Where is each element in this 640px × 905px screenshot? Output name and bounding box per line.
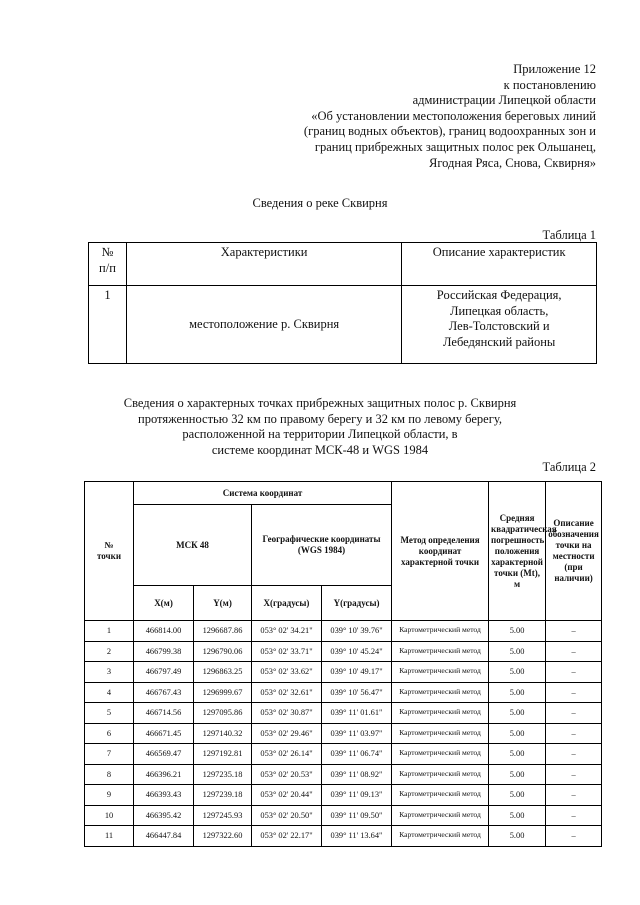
header-x-m: X(м) — [134, 586, 194, 621]
cell-method: Картометрический метод — [392, 785, 489, 806]
section-title-line: системе координат МСК-48 и WGS 1984 — [211, 442, 429, 457]
cell-error: 5.00 — [489, 723, 546, 744]
cell-x-deg: 053° 02' 34.21" — [252, 621, 322, 642]
cell-error: 5.00 — [489, 662, 546, 683]
cell-description: – — [546, 785, 602, 806]
section-title-line: Сведения о характерных точках прибрежных защитных полос р. Сквирня — [123, 396, 517, 410]
cell-y-m: 1297095.86 — [194, 703, 252, 724]
table-row — [85, 764, 602, 785]
cell-method: Картометрический метод — [392, 805, 489, 826]
section-title-line: протяженностью 32 км по правому берегу и 32 км по левому берегу, — [138, 411, 502, 426]
cell-description: – — [546, 826, 602, 847]
cell-method: Картометрический метод — [392, 621, 489, 642]
cell-point-num: 5 — [85, 703, 134, 724]
cell-y-m: 1296863.25 — [194, 662, 252, 683]
cell-method: Картометрический метод — [392, 826, 489, 847]
cell-y-m: 1297245.93 — [194, 805, 252, 826]
cell-y-m: 1297239.18 — [194, 785, 252, 806]
table1-label: Таблица 1 — [542, 228, 596, 242]
header-geo-coords: Географические координаты (WGS 1984) — [252, 505, 392, 586]
cell-y-deg: 039° 11' 01.61" — [322, 703, 392, 724]
cell-y-deg: 039° 10' 56.47" — [322, 682, 392, 703]
cell-method: Картометрический метод — [392, 744, 489, 765]
cell-x-m: 466447.84 — [134, 826, 194, 847]
table-row — [85, 641, 602, 662]
table-row — [85, 662, 602, 683]
cell-error: 5.00 — [489, 641, 546, 662]
cell-x-m: 466396.21 — [134, 764, 194, 785]
cell-description: – — [546, 621, 602, 642]
cell-y-m: 1297235.18 — [194, 764, 252, 785]
cell-y-deg: 039° 11' 03.97" — [322, 723, 392, 744]
table-row — [85, 723, 602, 744]
header-line: (границ водных объектов), границ водоохранных зон и — [303, 124, 596, 139]
cell-x-m: 466569.47 — [134, 744, 194, 765]
header-point-num: № точки — [85, 482, 134, 621]
cell-description: – — [546, 723, 602, 744]
table-row — [85, 785, 602, 806]
table2-label: Таблица 2 — [542, 460, 596, 474]
cell-error: 5.00 — [489, 744, 546, 765]
cell-y-deg: 039° 10' 45.24" — [322, 641, 392, 662]
row-num: 1 — [89, 286, 127, 364]
cell-description: – — [546, 703, 602, 724]
cell-y-deg: 039° 11' 09.50" — [322, 805, 392, 826]
cell-method: Картометрический метод — [392, 703, 489, 724]
cell-point-num: 6 — [85, 723, 134, 744]
cell-method: Картометрический метод — [392, 662, 489, 683]
cell-x-deg: 053° 02' 20.44" — [252, 785, 322, 806]
table-row — [85, 703, 602, 724]
header-y-deg: Y(градусы) — [322, 586, 392, 621]
row-characteristic: местоположение р. Сквирня — [126, 286, 401, 364]
cell-point-num: 9 — [85, 785, 134, 806]
document-header — [216, 62, 596, 171]
cell-error: 5.00 — [489, 621, 546, 642]
cell-description: – — [546, 744, 602, 765]
cell-x-deg: 053° 02' 30.87" — [252, 703, 322, 724]
points-table-body — [85, 621, 602, 847]
cell-y-deg: 039° 11' 06.74" — [322, 744, 392, 765]
section-title-line: расположенной на территории Липецкой области, в — [182, 427, 458, 442]
table-row — [89, 286, 597, 364]
header-error: Средняя квадратическая погрешность положения характерной точки (Mt), м — [489, 482, 546, 621]
header-point-description: Описание обозначения точки на местности (при наличии) — [546, 482, 602, 621]
cell-method: Картометрический метод — [392, 641, 489, 662]
cell-x-m: 466799.38 — [134, 641, 194, 662]
cell-method: Картометрический метод — [392, 682, 489, 703]
row-description: Российская Федерация, Липецкая область, Лев-Толстовский и Лебедянский районы — [402, 286, 597, 364]
cell-y-m: 1297192.81 — [194, 744, 252, 765]
cell-x-m: 466395.42 — [134, 805, 194, 826]
cell-x-m: 466797.49 — [134, 662, 194, 683]
cell-x-m: 466767.43 — [134, 682, 194, 703]
cell-description: – — [546, 662, 602, 683]
cell-point-num: 1 — [85, 621, 134, 642]
header-description: Описание характеристик — [402, 243, 597, 286]
cell-point-num: 4 — [85, 682, 134, 703]
cell-y-deg: 039° 10' 39.76" — [322, 621, 392, 642]
cell-method: Картометрический метод — [392, 723, 489, 744]
cell-x-m: 466671.45 — [134, 723, 194, 744]
header-x-deg: X(градусы) — [252, 586, 322, 621]
cell-x-deg: 053° 02' 29.46" — [252, 723, 322, 744]
cell-description: – — [546, 805, 602, 826]
cell-error: 5.00 — [489, 826, 546, 847]
cell-x-deg: 053° 02' 20.53" — [252, 764, 322, 785]
cell-y-m: 1296687.86 — [194, 621, 252, 642]
cell-method: Картометрический метод — [392, 764, 489, 785]
header-num: № п/п — [89, 243, 127, 286]
table-row — [85, 826, 602, 847]
points-section-title — [0, 396, 640, 458]
cell-x-deg: 053° 02' 22.17" — [252, 826, 322, 847]
header-method: Метод определения координат характерной точки — [392, 482, 489, 621]
table-row — [85, 805, 602, 826]
cell-description: – — [546, 641, 602, 662]
cell-point-num: 7 — [85, 744, 134, 765]
cell-point-num: 11 — [85, 826, 134, 847]
cell-error: 5.00 — [489, 764, 546, 785]
header-characteristics: Характеристики — [126, 243, 401, 286]
header-line: «Об установлении местоположения береговых линий — [311, 108, 596, 123]
header-msk48: МСК 48 — [134, 505, 252, 586]
cell-error: 5.00 — [489, 805, 546, 826]
header-line: администрации Липецкой области — [412, 93, 596, 108]
cell-x-deg: 053° 02' 26.14" — [252, 744, 322, 765]
table-header-row — [89, 243, 597, 286]
cell-x-m: 466714.56 — [134, 703, 194, 724]
cell-error: 5.00 — [489, 682, 546, 703]
cell-error: 5.00 — [489, 703, 546, 724]
cell-error: 5.00 — [489, 785, 546, 806]
cell-y-m: 1296790.06 — [194, 641, 252, 662]
header-coordinate-system: Система координат — [134, 482, 392, 505]
cell-description: – — [546, 682, 602, 703]
table-row — [85, 682, 602, 703]
points-table — [84, 481, 602, 847]
table-header-row — [85, 482, 602, 505]
cell-y-deg: 039° 10' 49.17" — [322, 662, 392, 683]
cell-y-m: 1297322.60 — [194, 826, 252, 847]
cell-point-num: 3 — [85, 662, 134, 683]
header-line: границ прибрежных защитных полос рек Ольшанец, — [314, 139, 596, 154]
cell-description: – — [546, 764, 602, 785]
cell-x-deg: 053° 02' 20.50" — [252, 805, 322, 826]
header-line: Приложение 12 — [513, 62, 596, 76]
cell-x-m: 466814.00 — [134, 621, 194, 642]
cell-point-num: 2 — [85, 641, 134, 662]
header-line: к постановлению — [503, 77, 596, 92]
cell-x-deg: 053° 02' 32.61" — [252, 682, 322, 703]
river-title: Сведения о реке Сквирня — [252, 196, 388, 210]
cell-x-deg: 053° 02' 33.62" — [252, 662, 322, 683]
table-row — [85, 621, 602, 642]
cell-y-deg: 039° 11' 09.13" — [322, 785, 392, 806]
cell-point-num: 8 — [85, 764, 134, 785]
cell-y-deg: 039° 11' 13.64" — [322, 826, 392, 847]
header-line: Ягодная Ряса, Снова, Сквирня» — [429, 155, 596, 170]
header-y-m: Y(м) — [194, 586, 252, 621]
river-info-table — [88, 242, 597, 364]
cell-y-deg: 039° 11' 08.92" — [322, 764, 392, 785]
cell-x-deg: 053° 02' 33.71" — [252, 641, 322, 662]
cell-y-m: 1296999.67 — [194, 682, 252, 703]
cell-x-m: 466393.43 — [134, 785, 194, 806]
table-row — [85, 744, 602, 765]
cell-point-num: 10 — [85, 805, 134, 826]
cell-y-m: 1297140.32 — [194, 723, 252, 744]
